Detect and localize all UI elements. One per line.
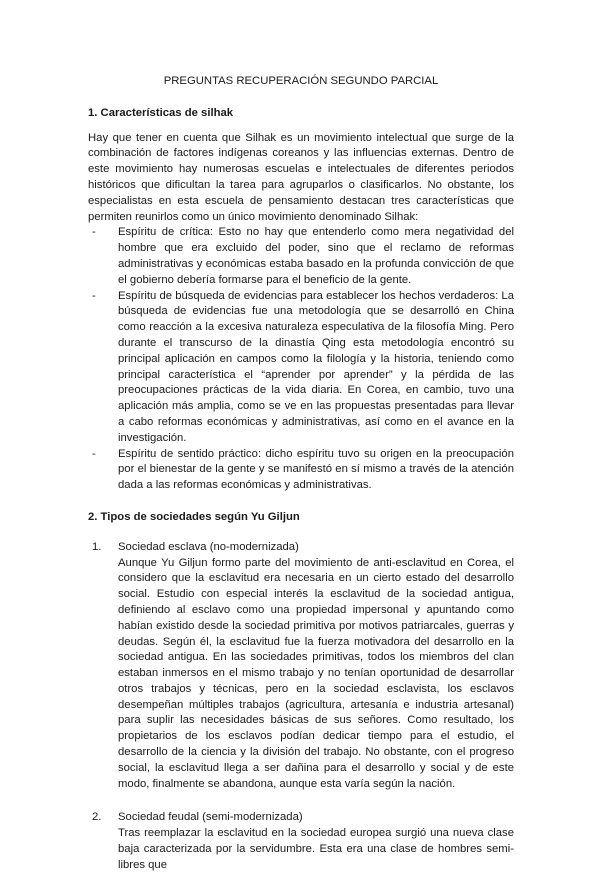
- bullet-text: Espíritu de búsqueda de evidencias para establecer los hechos verdaderos: La búsqueda de evidencias fue una metodología que se desarrolló en China como reacción a la excesiva naturaleza especulativa de la filosofía Ming. Pero durante el transcurso de la dinastía Qing esta metodología encontró su principal aplicación en campos como la filología y la historia, teniendo como principal característica el “aprender por aprender” y la pérdida de las preocupaciones prácticas de la vida diaria. En Corea, en cambio, tuvo una aplicación más amplia, como se ve en las propuestas presentadas para llevar a cabo reformas económicas y administrativas, así como en el avance en la investigación.: [118, 289, 514, 444]
- section-1-heading: 1. Características de silhak: [88, 106, 234, 119]
- item-number: 2.: [92, 811, 102, 824]
- bullet-item: [92, 289, 514, 447]
- bullet-text: Espíritu de sentido práctico: dicho espíritu tuvo su origen en la preocupación por el bienestar de la gente y se manifestó en sí mismo a través de la atención dada a las reformas económicas y administrativas.: [118, 447, 514, 492]
- document-title: PREGUNTAS RECUPERACIÓN SEGUNDO PARCIAL: [163, 75, 439, 87]
- bullet-text: Espíritu de crítica: Esto no hay que entenderlo como mera negatividad del hombre que era excluido del poder, sino que el reclamo de reformas administrativas y económicas estaba basado en la profunda convicción de que el gobierno debería formarse para el beneficio de la gente.: [118, 226, 514, 286]
- item-text: Aunque Yu Giljun formo parte del movimiento de anti-esclavitud en Corea, el considero que la esclavitud era necesaria en un cierto estado del desarrollo social. Estudio con especial interés la esclavitud de la sociedad antigua, definiendo al esclavo como una propiedad impersonal y apuntando como habían existido desde la sociedad primitiva por motivos patriarcales, guerras y deudas. Según él, la esclavitud fue la fuerza motivadora del desarrollo en la sociedad antigua. En las sociedades primitivas, todos los miembros del clan estaban inmersos en el mismo trabajo y no tenían oportunidad de desarrollar otros trabajos y técnicas, pero en la sociedad esclavista, los esclavos desempeñan múltiples trabajos (agricultura, artesanía e industria artesanal) para suplir las necesidades básicas de sus señores. Como resultado, los propietarios de los esclavos podían dedicar tiempo para el estudio, el desarrollo de la ciencia y la división del trabajo. No obstante, con el progreso social, la esclavitud llega a ser dañina para el desarrollo y social y de este modo, finalmente se abandona, aunque esta varía según la nación.: [118, 556, 514, 790]
- bullet-dash: -: [92, 226, 96, 239]
- item-title: Sociedad feudal (semi-modernizada): [118, 811, 303, 824]
- numbered-item: [92, 540, 514, 793]
- section-2-heading: 2. Tipos de sociedades según Yu Giljun: [88, 510, 300, 523]
- bullet-item: [92, 225, 514, 288]
- numbered-item: [92, 810, 514, 873]
- item-title: Sociedad esclava (no-modernizada): [118, 540, 299, 553]
- document-page: [88, 0, 514, 874]
- item-text: Tras reemplazar la esclavitud en la sociedad europea surgió una nueva clase baja caracterizada por la servidumbre. Esta era una clase de hombres semi-libres que: [118, 827, 514, 871]
- section-1-intro: Hay que tener en cuenta que Silhak es un movimiento intelectual que surge de la combinación de factores indígenas coreanos y las influencias externas. Dentro de este movimiento hay numerosas escuelas e intelectuales de diferentes periodos históricos que dificultan la tarea para agruparlos o clasificarlos. No obstante, los especialistas en esta escuela de pensamiento destacan tres características que permiten reunirlos como un único movimiento denominado Silhak:: [88, 131, 514, 223]
- bullet-dash: -: [92, 289, 96, 302]
- bullet-dash: -: [92, 447, 96, 460]
- item-number: 1.: [92, 540, 102, 553]
- bullet-item: [92, 447, 514, 494]
